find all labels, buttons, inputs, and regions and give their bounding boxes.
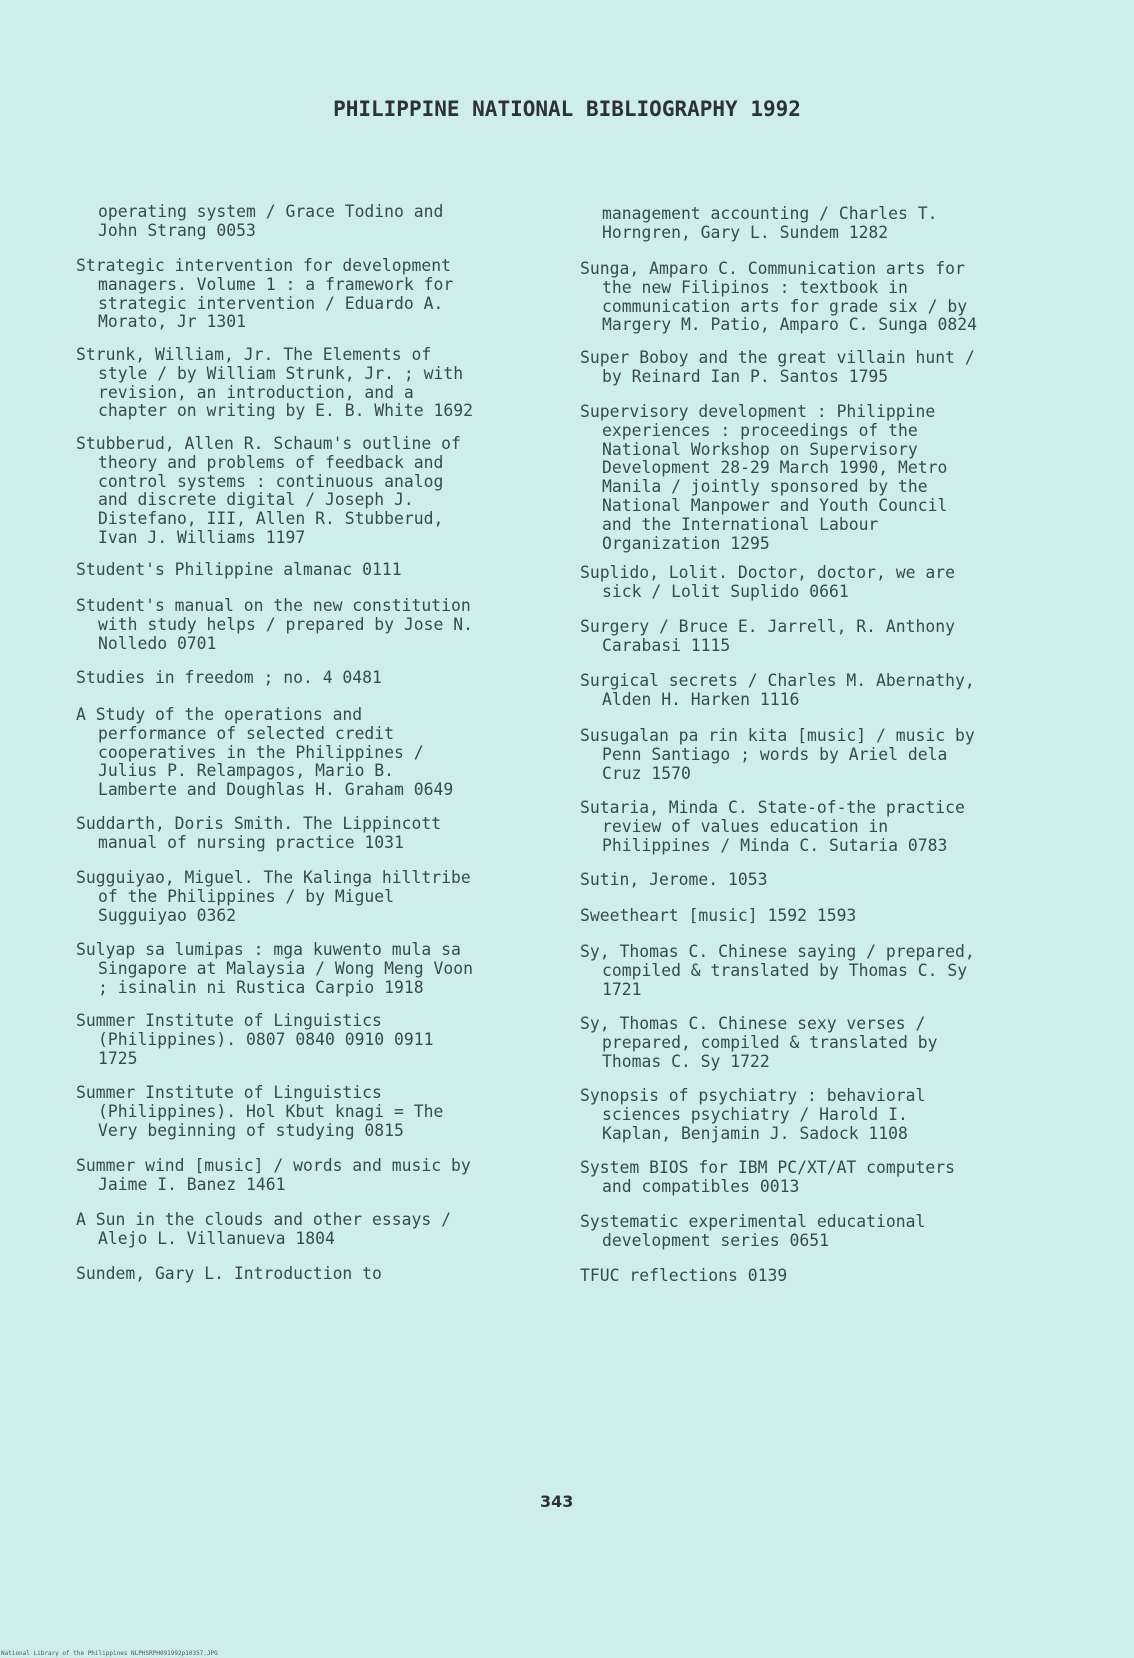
bibliography-entry: Systematic experimental educational development series 0651 [580, 1212, 926, 1250]
bibliography-entry: System BIOS for IBM PC/XT/AT computers and compatibles 0013 [580, 1158, 955, 1196]
bibliography-entry: Supervisory development : Philippine experiences : proceedings of the National Workshop on Supervisory Development 28-29 March 1990, Metro Manila / jointly sponsored by the National Manpower and Youth Council and the International Labour Organization 1295 [580, 402, 948, 553]
bibliography-entry: Strategic intervention for development managers. Volume 1 : a framework for strategic intervention / Eduardo A. Morato, Jr 1301 [76, 256, 454, 332]
page-number: 343 [540, 1492, 574, 1511]
bibliography-entry: Susugalan pa rin kita [music] / music by Penn Santiago ; words by Ariel dela Cruz 1570 [580, 726, 975, 783]
bibliography-entry: TFUC reflections 0139 [580, 1266, 788, 1285]
bibliography-entry: Studies in freedom ; no. 4 0481 [76, 668, 382, 687]
bibliography-entry: Student's Philippine almanac 0111 [76, 560, 402, 579]
bibliography-entry: Sugguiyao, Miguel. The Kalinga hilltribe of the Philippines / by Miguel Sugguiyao 0362 [76, 868, 471, 925]
bibliography-entry: A Sun in the clouds and other essays / Alejo L. Villanueva 1804 [76, 1210, 451, 1248]
bibliography-entry: Sundem, Gary L. Introduction to [76, 1264, 382, 1283]
scan-credit: National Library of the Philippines NLPHSRPH091992p10357.JPG [1, 1650, 218, 1657]
bibliography-entry: Synopsis of psychiatry : behavioral sciences psychiatry / Harold I. Kaplan, Benjamin J. Sadock 1108 [580, 1086, 926, 1143]
bibliography-entry: A Study of the operations and performance of selected credit cooperatives in the Philippines / Julius P. Relampagos, Mario B. Lamberte and Doughlas H. Graham 0649 [76, 705, 454, 800]
bibliography-entry: Super Boboy and the great villain hunt / by Reinard Ian P. Santos 1795 [580, 348, 975, 386]
bibliography-entry: Sy, Thomas C. Chinese sexy verses / prepared, compiled & translated by Thomas C. Sy 1722 [580, 1014, 938, 1071]
bibliography-entry-continued: management accounting / Charles T. Horngren, Gary L. Sundem 1282 [602, 204, 938, 242]
bibliography-entry: Sulyap sa lumipas : mga kuwento mula sa Singapore at Malaysia / Wong Meng Voon ; isinalin ni Rustica Carpio 1918 [76, 940, 473, 997]
bibliography-entry: Sunga, Amparo C. Communication arts for the new Filipinos : textbook in communication arts for grade six / by Margery M. Patio, Amparo C. Sunga 0824 [580, 259, 977, 335]
bibliography-entry: Summer wind [music] / words and music by Jaime I. Banez 1461 [76, 1156, 471, 1194]
bibliography-entry: Suplido, Lolit. Doctor, doctor, we are sick / Lolit Suplido 0661 [580, 563, 955, 601]
bibliography-entry: Suddarth, Doris Smith. The Lippincott manual of nursing practice 1031 [76, 814, 442, 852]
bibliography-entry: Surgical secrets / Charles M. Abernathy, Alden H. Harken 1116 [580, 671, 975, 709]
bibliography-entry: Summer Institute of Linguistics (Philippines). Hol Kbut knagi = The Very beginning of studying 0815 [76, 1083, 444, 1140]
page-title: PHILIPPINE NATIONAL BIBLIOGRAPHY 1992 [333, 97, 801, 121]
bibliography-entry: Summer Institute of Linguistics (Philippines). 0807 0840 0910 0911 1725 [76, 1011, 434, 1068]
bibliography-entry: Stubberud, Allen R. Schaum's outline of theory and problems of feedback and control systems : continuous analog and discrete digital / Joseph J. Distefano, III, Allen R. Stubberud, Ivan J. Williams 1197 [76, 434, 461, 547]
bibliography-entry: Sweetheart [music] 1592 1593 [580, 906, 857, 925]
bibliography-entry: Strunk, William, Jr. The Elements of style / by William Strunk, Jr. ; with revision, an introduction, and a chapter on writing by E. B. White 1692 [76, 345, 473, 421]
bibliography-entry: Student's manual on the new constitution with study helps / prepared by Jose N. Nolledo 0701 [76, 596, 473, 653]
bibliography-entry: Sutaria, Minda C. State-of-the practice review of values education in Philippines / Minda C. Sutaria 0783 [580, 798, 965, 855]
bibliography-entry-continued: operating system / Grace Todino and John Strang 0053 [98, 202, 444, 240]
bibliography-entry: Surgery / Bruce E. Jarrell, R. Anthony Carabasi 1115 [580, 617, 955, 655]
bibliography-entry: Sy, Thomas C. Chinese saying / prepared, compiled & translated by Thomas C. Sy 1721 [580, 942, 975, 999]
bibliography-entry: Sutin, Jerome. 1053 [580, 870, 768, 889]
